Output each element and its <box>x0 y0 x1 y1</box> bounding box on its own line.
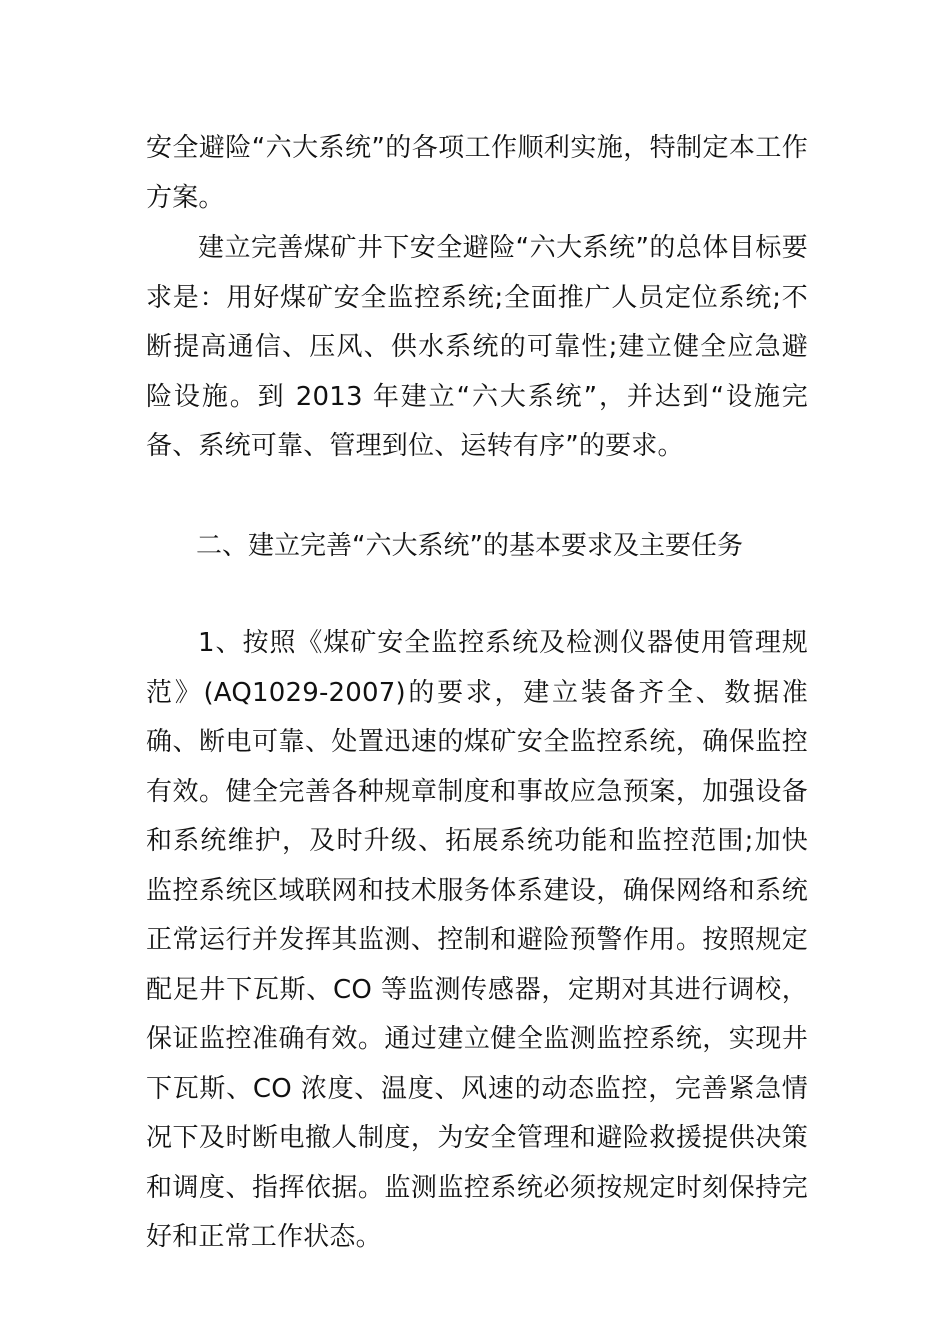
paragraph-overall-goal: 建立完善煤矿井下安全避险“六大系统”的总体目标要求是：用好煤矿安全监控系统;全面推广人员定位系统;不断提高通信、压风、供水系统的可靠性;建立健全应急避险设施。到 2013 年建立“六大系统”，并达到“设施完备、系统可靠、管理到位、运转有序”的要求。 <box>146 233 808 461</box>
section-heading: 二、建立完善“六大系统”的基本要求及主要任务 <box>196 531 743 561</box>
paragraph-continued: 安全避险“六大系统”的各项工作顺利实施，特制定本工作方案。 <box>146 133 808 213</box>
paragraph-item-1: 1、按照《煤矿安全监控系统及检测仪器使用管理规范》(AQ1029-2007)的要求，建立装备齐全、数据准确、断电可靠、处置迅速的煤矿安全监控系统，确保监控有效。健全完善各种规章制度和事故应急预案，加强设备和系统维护，及时升级、拓展系统功能和监控范围;加快监控系统区域联网和技术服务体系建设，确保网络和系统正常运行并发挥其监测、控制和避险预警作用。按照规定配足井下瓦斯、CO 等监测传感器，定期对其进行调校，保证监控准确有效。通过建立健全监测监控系统，实现井下瓦斯、CO 浓度、温度、风速的动态监控，完善紧急情况下及时断电撤人制度，为安全管理和避险救援提供决策和调度、指挥依据。监测监控系统必须按规定时刻保持完好和正常工作状态。 <box>146 628 808 1252</box>
